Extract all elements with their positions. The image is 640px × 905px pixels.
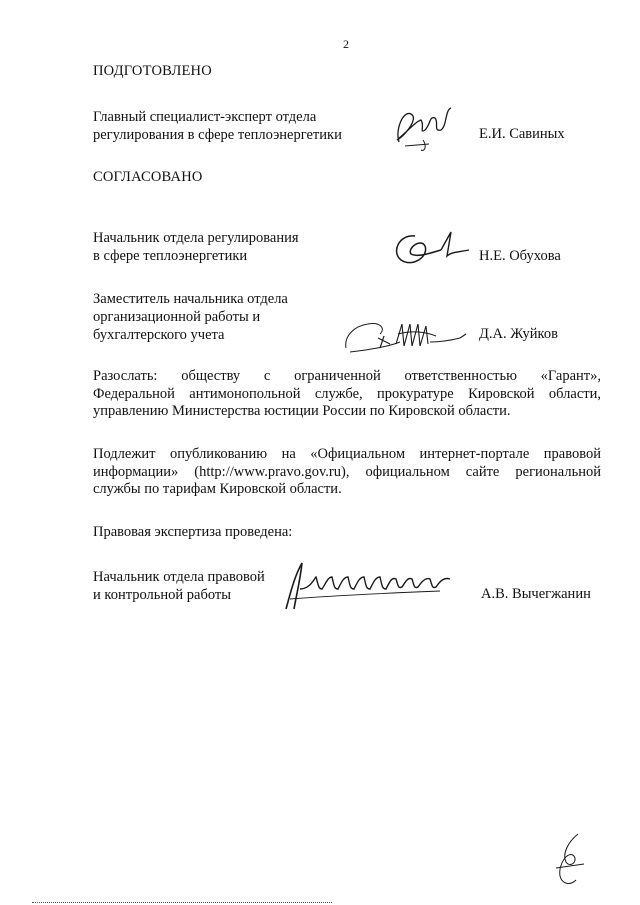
page-number: 2 [343, 37, 349, 51]
agreed-heading: СОГЛАСОВАНО [93, 169, 203, 185]
prepared-position-line-2: регулирования в сфере теплоэнергетики [93, 127, 342, 143]
distribution-paragraph [93, 368, 601, 421]
agreed-signer1-position-line-1: Начальник отдела регулирования [93, 230, 299, 246]
prepared-position-line-1: Главный специалист-эксперт отдела [93, 109, 317, 125]
prepared-heading: ПОДГОТОВЛЕНО [93, 63, 212, 79]
publication-line-1: Подлежит опубликованию на «Официальном интернет-портале правовой [93, 446, 601, 462]
footer-dotted-rule [32, 902, 332, 903]
agreed-signer2-position-line-1: Заместитель начальника отдела [93, 291, 288, 307]
agreed-signer1-position-line-2: в сфере теплоэнергетики [93, 248, 248, 264]
agreed-signer2-position-line-3: бухгалтерского учета [93, 327, 225, 343]
legal-review-text: Правовая экспертиза проведена: [93, 524, 293, 540]
signature-savinykh [385, 100, 465, 155]
agreed-signer1-name: Н.Е. Обухова [479, 248, 561, 264]
legal-review-name: А.В. Вычегжанин [481, 586, 591, 602]
publication-line-3: службы по тарифам Кировской области. [93, 481, 342, 497]
signature-vychegzhanin [280, 555, 460, 615]
agreed-signer2-name: Д.А. Жуйков [479, 326, 558, 342]
agreed-signer2-position-line-2: организационной работы и [93, 309, 261, 325]
legal-review-position-line-1: Начальник отдела правовой [93, 569, 265, 585]
distribution-line-1: Разослать: обществу с ограниченной ответственностью «Гарант», [93, 368, 601, 384]
distribution-line-3: управлению Министерства юстиции России по Кировской области. [93, 403, 511, 419]
prepared-name: Е.И. Савиных [479, 126, 565, 142]
publication-paragraph [93, 446, 601, 499]
publication-line-2: информации» (http://www.pravo.gov.ru), официальном сайте региональной [93, 463, 601, 480]
legal-review-position-line-2: и контрольной работы [93, 587, 231, 603]
distribution-line-2: Федеральной антимонопольной службе, прокуратуре Кировской области, [93, 385, 601, 402]
corner-initials-mark [548, 828, 593, 893]
signature-obukhova [385, 222, 475, 272]
signature-zhuikov [340, 312, 475, 357]
